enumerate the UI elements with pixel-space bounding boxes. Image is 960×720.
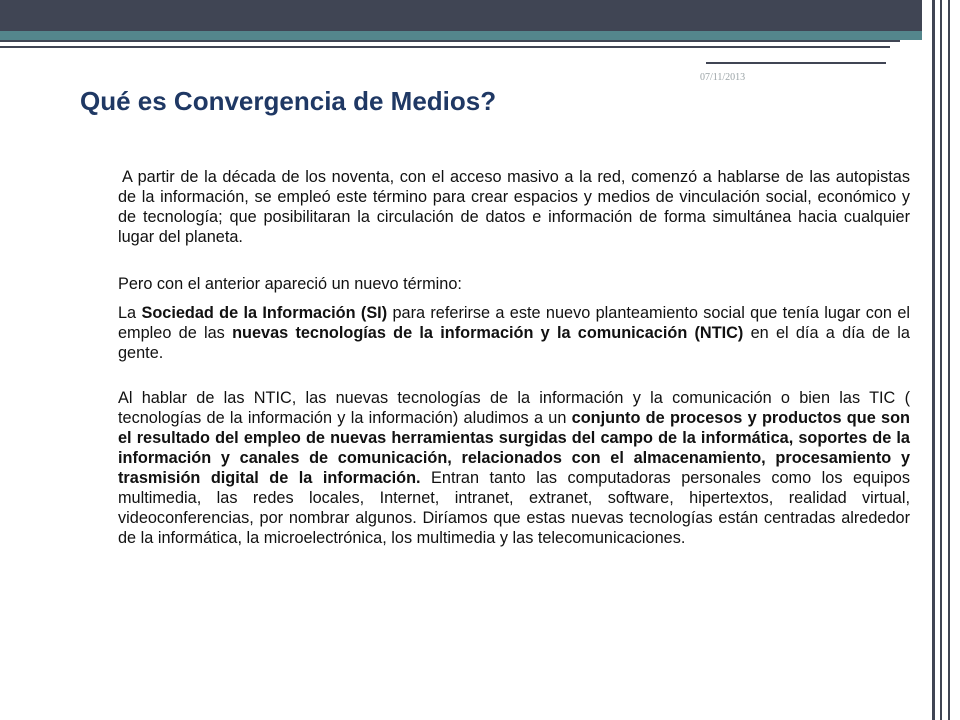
p3-text-2: para referirse a este nuevo planteamiento social que tenía lugar con el empleo de las: [118, 304, 910, 342]
p3-bold-ntic: nuevas tecnologías de la información y la comunicación (NTIC): [232, 324, 744, 342]
paragraph-intro: A partir de la década de los noventa, con el acceso masivo a la red, comenzó a hablarse de las autopistas de la información, se empleó este término para crear espacios y medios de vinculación social, económico y de tecnología; que posibilitaran la circulación de datos e información de forma simultánea hacia cualquier lugar del planeta.: [118, 168, 910, 246]
accent-stripe: [0, 31, 922, 40]
side-rule-3: [948, 0, 950, 720]
paragraph-ntic: [118, 388, 910, 548]
p3-text-1: La: [118, 304, 142, 322]
header-rule-2: [0, 46, 890, 48]
header-rule-1: [0, 40, 900, 42]
p3-text-3: en el día a día de la gente.: [118, 324, 910, 362]
p4-text-2: Entran tanto las computadoras personales como los equipos multimedia, las redes locales, Internet, intranet, extranet, software, hipertextos, realidad virtual, videoconferencias, por nombrar algunos. Diríamos que estas nuevas tecnologías están centradas alrededor de la informática, la microelectrónica, los multimedia y las telecomunicaciones.: [118, 469, 910, 547]
date-rule: [706, 62, 886, 64]
p3-bold-si: Sociedad de la Información (SI): [141, 304, 388, 322]
paragraph-transition: Pero con el anterior apareció un nuevo término:: [118, 275, 462, 293]
p4-bold-definition: conjunto de procesos y productos que son el resultado del empleo de nuevas herramientas surgidas del campo de la informática, soportes de la información y canales de comunicación, relacionados con el almacenamiento, procesamiento y trasmisión digital de la información.: [118, 409, 910, 487]
p4-text-1: Al hablar de las NTIC, las nuevas tecnologías de la información y la comunicación o bien las TIC ( tecnologías de la información y la información) aludimos a un: [118, 389, 910, 427]
side-rule-1: [932, 0, 935, 720]
paragraph-sociedad: [118, 303, 910, 363]
top-bar: [0, 0, 922, 31]
side-rule-2: [940, 0, 942, 720]
slide-date: 07/11/2013: [700, 72, 746, 83]
slide-body: [118, 167, 910, 548]
slide-title: Qué es Convergencia de Medios?: [80, 86, 497, 116]
